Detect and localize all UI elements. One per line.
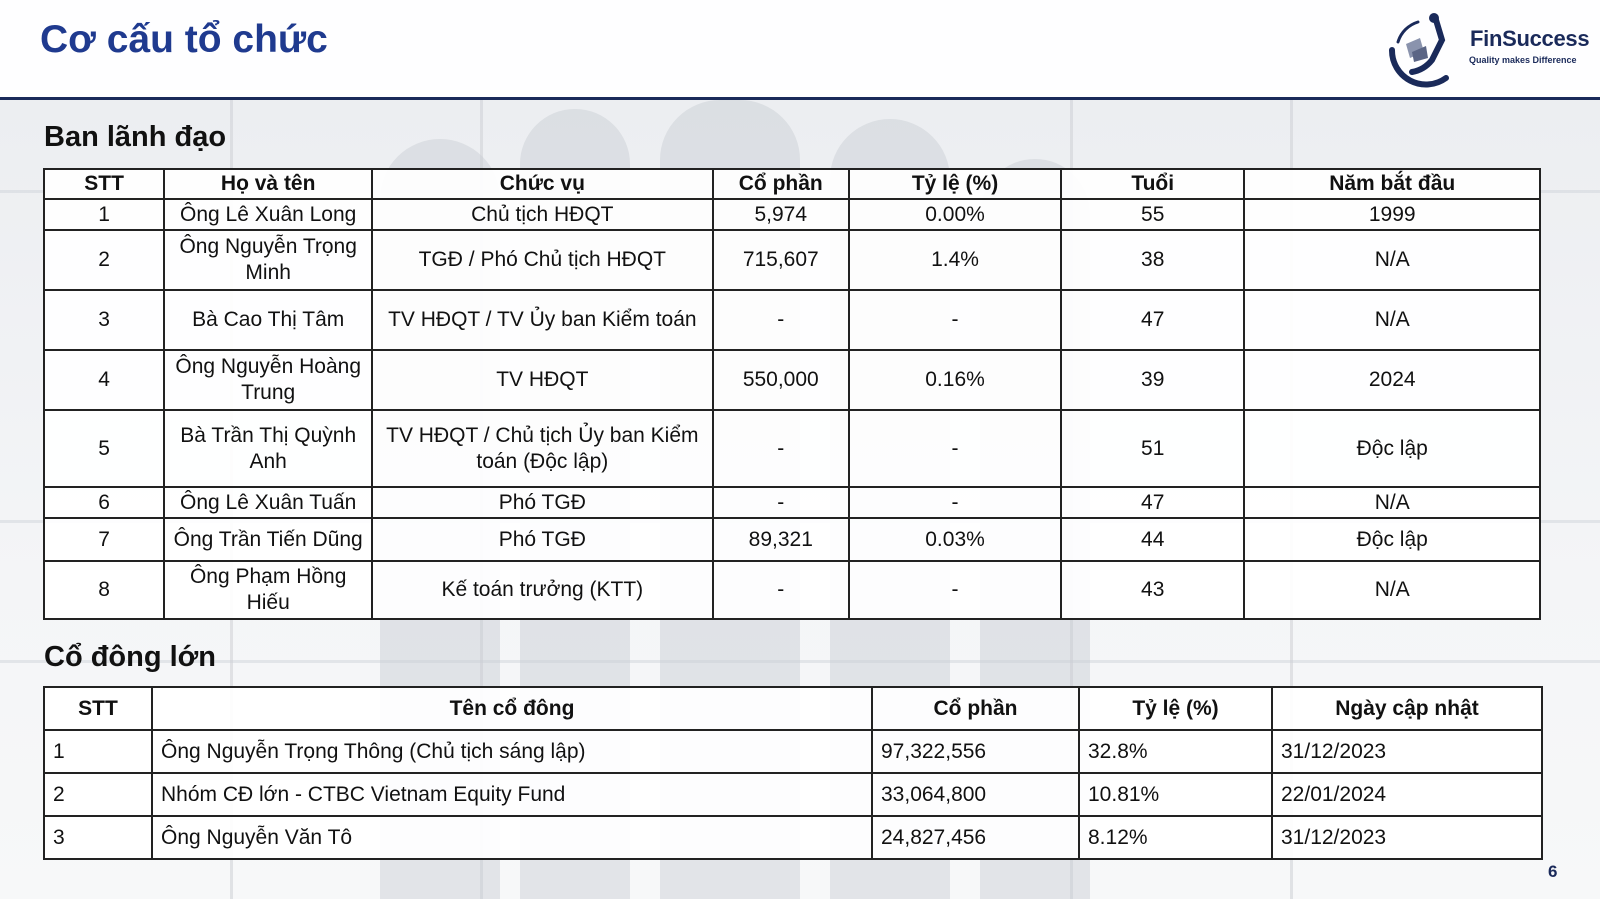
cell-shareholder-name: Nhóm CĐ lớn - CTBC Vietnam Equity Fund xyxy=(152,773,872,816)
cell-age: 51 xyxy=(1061,410,1244,487)
cell-shares: - xyxy=(713,410,850,487)
column-header-stt: STT xyxy=(44,169,164,199)
cell-age: 55 xyxy=(1061,199,1244,230)
cell-ratio: 0.00% xyxy=(849,199,1061,230)
cell-shares: 33,064,800 xyxy=(872,773,1079,816)
cell-shares: - xyxy=(713,487,850,518)
cell-stt: 3 xyxy=(44,816,152,859)
page-number: 6 xyxy=(1548,862,1558,881)
table-row xyxy=(44,773,1542,816)
cell-start-year: 2024 xyxy=(1244,350,1540,410)
cell-stt: 4 xyxy=(44,350,164,410)
column-header-shares: Cổ phần xyxy=(872,687,1079,730)
column-header-ratio: Tỷ lệ (%) xyxy=(1079,687,1272,730)
cell-stt: 1 xyxy=(44,199,164,230)
cell-shares: 550,000 xyxy=(713,350,850,410)
cell-start-year: N/A xyxy=(1244,230,1540,290)
leadership-table xyxy=(43,168,1541,620)
cell-name: Ông Nguyễn Hoàng Trung xyxy=(164,350,372,410)
logo-wordmark: FinSuccess xyxy=(1470,26,1590,51)
cell-age: 43 xyxy=(1061,561,1244,619)
cell-stt: 2 xyxy=(44,773,152,816)
cell-name: Ông Lê Xuân Tuấn xyxy=(164,487,372,518)
column-header-position: Chức vụ xyxy=(372,169,712,199)
column-header-age: Tuổi xyxy=(1061,169,1244,199)
cell-ratio: 0.16% xyxy=(849,350,1061,410)
cell-position: TV HĐQT xyxy=(372,350,712,410)
cell-name: Ông Trần Tiến Dũng xyxy=(164,518,372,561)
cell-position: Phó TGĐ xyxy=(372,487,712,518)
table-header-row xyxy=(44,169,1540,199)
cell-start-year: Độc lập xyxy=(1244,518,1540,561)
cell-position: Chủ tịch HĐQT xyxy=(372,199,712,230)
cell-ratio: 1.4% xyxy=(849,230,1061,290)
cell-ratio: 0.03% xyxy=(849,518,1061,561)
cell-stt: 6 xyxy=(44,487,164,518)
cell-position: Phó TGĐ xyxy=(372,518,712,561)
column-header-ratio: Tỷ lệ (%) xyxy=(849,169,1061,199)
section-title-major-shareholders: Cổ đông lớn xyxy=(44,641,217,673)
cell-ratio: 32.8% xyxy=(1079,730,1272,773)
cell-position: Kế toán trưởng (KTT) xyxy=(372,561,712,619)
section-title-leadership: Ban lãnh đạo xyxy=(44,121,227,153)
column-header-shares: Cổ phần xyxy=(713,169,850,199)
cell-age: 44 xyxy=(1061,518,1244,561)
cell-shares: 5,974 xyxy=(713,199,850,230)
cell-updated-date: 22/01/2024 xyxy=(1272,773,1542,816)
cell-shares: 97,322,556 xyxy=(872,730,1079,773)
cell-stt: 3 xyxy=(44,290,164,350)
cell-shares: 89,321 xyxy=(713,518,850,561)
cell-shares: 24,827,456 xyxy=(872,816,1079,859)
cell-shares: - xyxy=(713,561,850,619)
cell-ratio: - xyxy=(849,487,1061,518)
column-header-name: Họ và tên xyxy=(164,169,372,199)
table-row xyxy=(44,518,1540,561)
table-row xyxy=(44,487,1540,518)
table-row xyxy=(44,350,1540,410)
table-row xyxy=(44,199,1540,230)
cell-age: 47 xyxy=(1061,290,1244,350)
cell-start-year: 1999 xyxy=(1244,199,1540,230)
column-header-stt: STT xyxy=(44,687,152,730)
table-row xyxy=(44,410,1540,487)
cell-name: Bà Trần Thị Quỳnh Anh xyxy=(164,410,372,487)
column-header-start-year: Năm bắt đầu xyxy=(1244,169,1540,199)
cell-ratio: 8.12% xyxy=(1079,816,1272,859)
logo-tagline: Quality makes Difference xyxy=(1469,55,1577,65)
major-shareholders-table xyxy=(43,686,1543,860)
cell-position: TV HĐQT / TV Ủy ban Kiểm toán xyxy=(372,290,712,350)
table-header-row xyxy=(44,687,1542,730)
cell-name: Bà Cao Thị Tâm xyxy=(164,290,372,350)
column-header-updated-date: Ngày cập nhật xyxy=(1272,687,1542,730)
cell-start-year: N/A xyxy=(1244,561,1540,619)
cell-stt: 2 xyxy=(44,230,164,290)
cell-updated-date: 31/12/2023 xyxy=(1272,816,1542,859)
cell-position: TV HĐQT / Chủ tịch Ủy ban Kiểm toán (Độc lập) xyxy=(372,410,712,487)
cell-stt: 8 xyxy=(44,561,164,619)
cell-start-year: Độc lập xyxy=(1244,410,1540,487)
cell-shareholder-name: Ông Nguyễn Văn Tô xyxy=(152,816,872,859)
slide-header xyxy=(0,0,1600,100)
cell-name: Ông Nguyễn Trọng Minh xyxy=(164,230,372,290)
table-row xyxy=(44,290,1540,350)
cell-ratio: 10.81% xyxy=(1079,773,1272,816)
cell-ratio: - xyxy=(849,561,1061,619)
table-row xyxy=(44,561,1540,619)
cell-name: Ông Phạm Hồng Hiếu xyxy=(164,561,372,619)
cell-stt: 5 xyxy=(44,410,164,487)
cell-ratio: - xyxy=(849,290,1061,350)
cell-ratio: - xyxy=(849,410,1061,487)
cell-updated-date: 31/12/2023 xyxy=(1272,730,1542,773)
cell-shares: 715,607 xyxy=(713,230,850,290)
cell-shareholder-name: Ông Nguyễn Trọng Thông (Chủ tịch sáng lập) xyxy=(152,730,872,773)
cell-start-year: N/A xyxy=(1244,290,1540,350)
cell-age: 39 xyxy=(1061,350,1244,410)
table-row xyxy=(44,816,1542,859)
cell-age: 38 xyxy=(1061,230,1244,290)
cell-stt: 7 xyxy=(44,518,164,561)
cell-start-year: N/A xyxy=(1244,487,1540,518)
cell-shares: - xyxy=(713,290,850,350)
table-row xyxy=(44,730,1542,773)
cell-stt: 1 xyxy=(44,730,152,773)
cell-age: 47 xyxy=(1061,487,1244,518)
slide-title: Cơ cấu tổ chức xyxy=(40,18,328,61)
table-row xyxy=(44,230,1540,290)
cell-name: Ông Lê Xuân Long xyxy=(164,199,372,230)
column-header-shareholder-name: Tên cổ đông xyxy=(152,687,872,730)
cell-position: TGĐ / Phó Chủ tịch HĐQT xyxy=(372,230,712,290)
